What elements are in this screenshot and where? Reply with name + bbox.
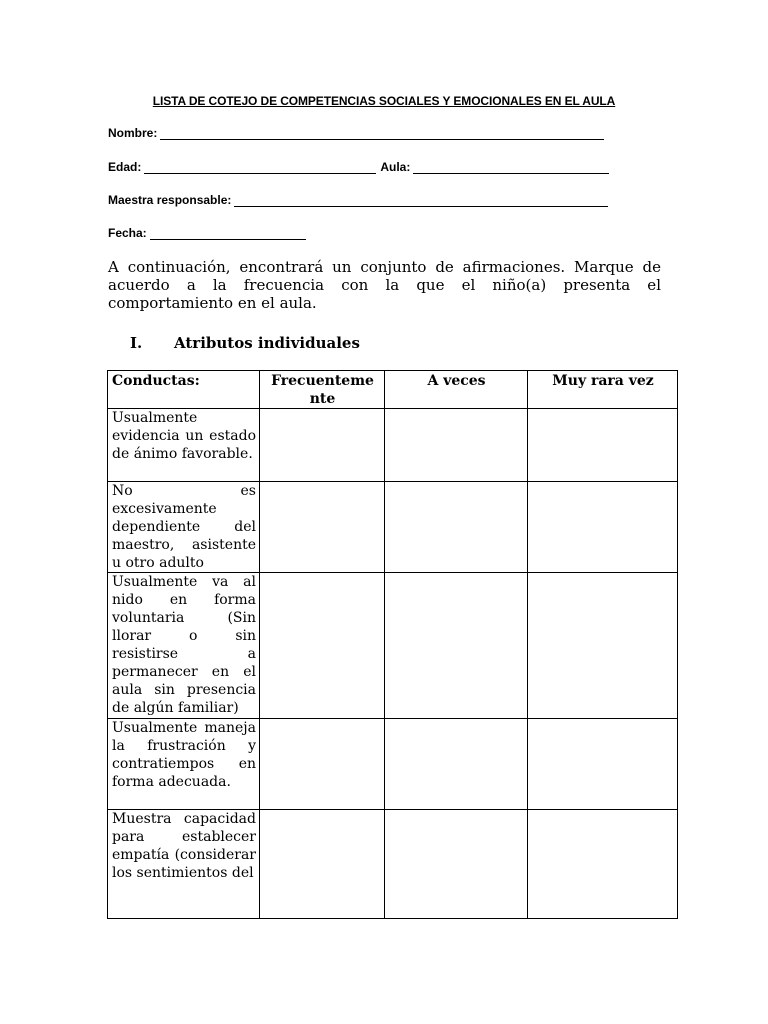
header-conductas: Conductas: xyxy=(108,371,260,409)
checklist-table xyxy=(107,370,678,919)
frecuentemente-cell[interactable] xyxy=(260,573,385,719)
table-row xyxy=(108,482,678,573)
section-number: I. xyxy=(130,334,143,352)
a-veces-cell[interactable] xyxy=(385,573,528,719)
header-muy-rara-vez: Muy rara vez xyxy=(528,371,678,409)
nombre-field xyxy=(108,126,604,140)
conducta-cell xyxy=(108,810,260,919)
muy-rara-vez-cell[interactable] xyxy=(528,719,678,810)
conducta-cell: Usualmente evidencia un estado de ánimo favorable. xyxy=(108,409,260,482)
edad-label: Edad: xyxy=(108,160,142,174)
muy-rara-vez-cell[interactable] xyxy=(528,573,678,719)
muy-rara-vez-cell[interactable] xyxy=(528,409,678,482)
table-row xyxy=(108,573,678,719)
maestra-field xyxy=(108,193,608,207)
frecuentemente-cell[interactable] xyxy=(260,719,385,810)
a-veces-cell[interactable] xyxy=(385,810,528,919)
a-veces-cell[interactable] xyxy=(385,719,528,810)
muy-rara-vez-cell[interactable] xyxy=(528,810,678,919)
frecuentemente-cell[interactable] xyxy=(260,409,385,482)
table-row xyxy=(108,409,678,482)
conducta-cell: Usualmente va al nido en forma voluntaria (Sin llorar o sin resistirse a permanecer en el aula sin presencia de algún familiar) xyxy=(108,573,260,719)
conducta-text: Muestra capacidad para establecer empatía (considerar los sentimientos del xyxy=(112,811,256,881)
aula-blank[interactable] xyxy=(413,161,609,174)
table-row xyxy=(108,719,678,810)
maestra-blank[interactable] xyxy=(234,194,608,207)
table-header-row xyxy=(108,371,678,409)
edad-blank[interactable] xyxy=(144,161,376,174)
aula-label: Aula: xyxy=(380,160,411,174)
conducta-cell: Usualmente maneja la frustración y contratiempos en forma adecuada. xyxy=(108,719,260,810)
header-frecuentemente: Frecuenteme nte xyxy=(260,371,385,409)
section-title: Atributos individuales xyxy=(174,334,360,352)
frecuentemente-cell[interactable] xyxy=(260,482,385,573)
fecha-label: Fecha: xyxy=(108,226,147,240)
fecha-blank[interactable] xyxy=(150,227,306,240)
nombre-label: Nombre: xyxy=(108,126,158,140)
edad-aula-field xyxy=(108,160,609,174)
fecha-field xyxy=(108,226,306,240)
frecuentemente-cell[interactable] xyxy=(260,810,385,919)
muy-rara-vez-cell[interactable] xyxy=(528,482,678,573)
document-title: LISTA DE COTEJO DE COMPETENCIAS SOCIALES Y EMOCIONALES EN EL AULA xyxy=(152,94,616,108)
instructions-paragraph: A continuación, encontrará un conjunto de afirmaciones. Marque de acuerdo a la frecuencia con la que el niño(a) presenta el comportamiento en el aula. xyxy=(108,258,661,312)
maestra-label: Maestra responsable: xyxy=(108,193,232,207)
a-veces-cell[interactable] xyxy=(385,409,528,482)
section-heading xyxy=(130,334,360,352)
header-a-veces: A veces xyxy=(385,371,528,409)
a-veces-cell[interactable] xyxy=(385,482,528,573)
nombre-blank[interactable] xyxy=(160,127,604,140)
table-row xyxy=(108,810,678,919)
conducta-cell: No es excesivamente dependiente del maestro, asistente u otro adulto xyxy=(108,482,260,573)
